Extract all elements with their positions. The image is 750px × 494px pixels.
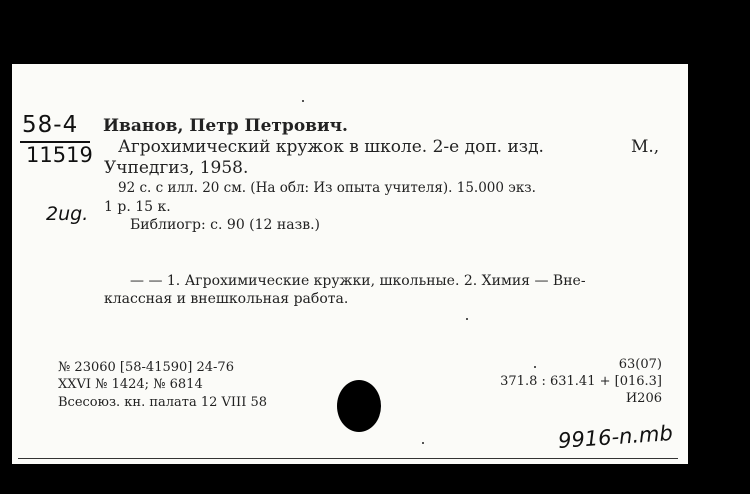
registration-numbers: № 23060 [58-41590] 24-76 <box>58 360 234 375</box>
handwritten-call-number-top: 58-4 <box>22 112 79 138</box>
chamber-stamp: Всесоюз. кн. палата 12 VIII 58 <box>58 395 268 410</box>
handwritten-call-number-bottom: 11519 <box>26 143 93 167</box>
author-heading: Иванов, Петр Петрович. <box>103 116 348 136</box>
handwritten-left-note: 2ug. <box>46 203 89 225</box>
price: 1 р. 15 к. <box>104 199 171 215</box>
punch-hole <box>337 380 381 432</box>
physical-description: 92 с. с илл. 20 см. (На обл: Из опыта учителя). 15.000 экз. <box>118 180 536 196</box>
subject-headings-line1: — — 1. Агрохимические кружки, школьные. 2. Химия — Вне- <box>130 273 586 289</box>
speck <box>422 442 424 444</box>
publisher-year: Учпедгиз, 1958. <box>104 158 249 178</box>
publication-place: М., <box>631 137 660 157</box>
bibliography-note: Библиогр: с. 90 (12 назв.) <box>130 217 321 233</box>
handwritten-inventory-note: 9916-n.mb <box>557 421 674 453</box>
book-title: Агрохимический кружок в школе. 2-е доп. изд. <box>118 137 544 157</box>
classification-code: 63(07) <box>618 357 662 372</box>
speck <box>466 318 468 320</box>
series-numbers: XXVI № 1424; № 6814 <box>58 377 203 392</box>
speck <box>302 100 304 102</box>
speck <box>534 366 536 368</box>
bottom-edge-line <box>18 458 678 459</box>
author-mark: И206 <box>625 391 662 406</box>
udc-index: 371.8 : 631.41 + [016.3] <box>500 374 662 389</box>
subject-headings-line2: классная и внешкольная работа. <box>104 291 349 307</box>
